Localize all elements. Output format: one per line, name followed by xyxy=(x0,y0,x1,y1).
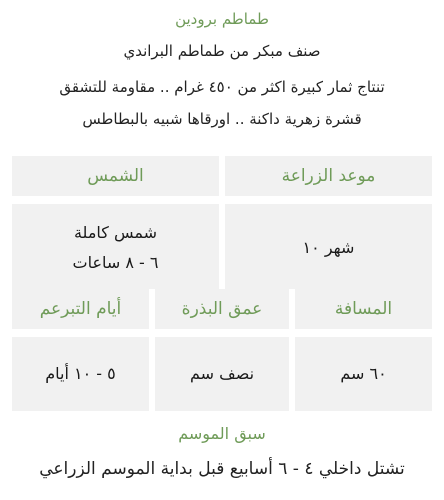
sun-value: شمس كاملة ٦ - ٨ ساعات xyxy=(12,200,222,292)
season-start-title: سبق الموسم xyxy=(178,424,266,443)
seed-depth-header: عمق البذرة xyxy=(152,289,292,333)
spacing-header: المسافة xyxy=(292,289,432,333)
spacing-depth-germination-table xyxy=(12,289,432,411)
spacing-value: ٦٠ سم xyxy=(292,333,432,411)
planting-date-value: شهر ١٠ xyxy=(222,200,432,292)
description-line-3: قشرة زهرية داكنة .. اورقاها شبيه بالبطاطس xyxy=(82,110,362,128)
sun-header: الشمس xyxy=(12,156,222,200)
plant-title: طماطم برودين xyxy=(175,10,269,28)
planting-date-header: موعد الزراعة xyxy=(222,156,432,200)
description-line-2: تنتاج ثمار كبيرة اكثر من ٤٥٠ غرام .. مقاومة للتشقق xyxy=(59,78,385,96)
planting-sun-table xyxy=(12,156,432,292)
germination-days-header: أيام التبرعم xyxy=(12,289,152,333)
seed-depth-value: نصف سم xyxy=(152,333,292,411)
season-start-text: تشتل داخلي ٤ - ٦ أسابيع قبل بداية الموسم الزراعي xyxy=(39,459,405,479)
description-line-1: صنف مبكر من طماطم البراندي xyxy=(123,42,321,60)
germination-days-value: ٥ - ١٠ أيام xyxy=(12,333,152,411)
